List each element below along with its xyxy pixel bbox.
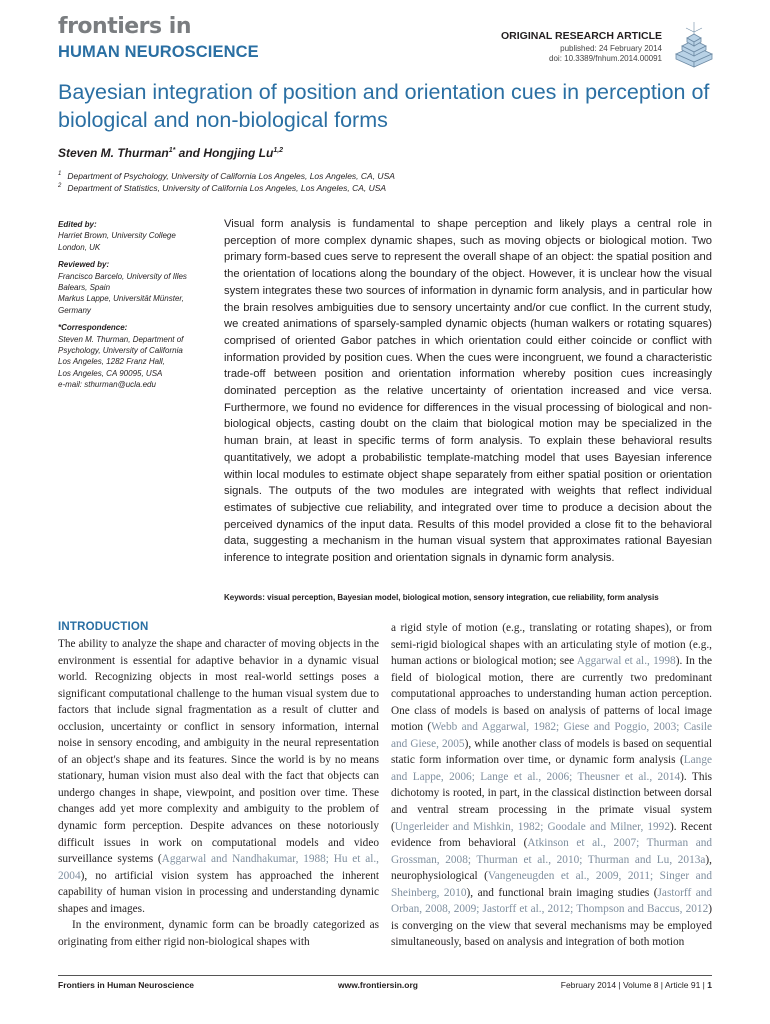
reviewed-by-label: Reviewed by: bbox=[58, 260, 110, 270]
citation-link[interactable]: Ungerleider and Mishkin, 1982; Goodale and Milner, 1992 bbox=[394, 820, 670, 833]
editor-line: London, UK bbox=[58, 242, 101, 252]
paragraph: In the environment, dynamic form can be broadly categorized as originating from either rigid non-biological shapes with bbox=[58, 919, 379, 948]
correspondence-label: *Correspondence: bbox=[58, 323, 128, 333]
paragraph-text: ), neurophysiological ( bbox=[391, 853, 712, 883]
paragraph-text: ). In the field of biological motion, there are currently two predominant computational approaches to understanding human action perception. One class of models is based on analysis of patterns of local image motion ( bbox=[391, 655, 712, 734]
affiliation-text: Department of Statistics, University of California Los Angeles, Los Angeles, CA, USA bbox=[67, 182, 387, 193]
journal-logo-frontiers: frontiers in bbox=[58, 14, 191, 39]
footer-url[interactable]: www.frontiersin.org bbox=[338, 980, 418, 990]
keywords-text: visual perception, Bayesian model, biological motion, sensory integration, cue reliability, form analysis bbox=[267, 593, 659, 602]
keywords bbox=[224, 593, 712, 603]
correspondence-line: Los Angeles, 1282 Franz Hall, bbox=[58, 357, 165, 367]
edited-by-label: Edited by: bbox=[58, 220, 97, 229]
author-name: Hongjing Lu bbox=[203, 146, 274, 160]
reviewer-line: Balears, Spain bbox=[58, 283, 111, 293]
footer-journal-name: Frontiers in Human Neuroscience bbox=[58, 980, 195, 990]
published-date: published: 24 February 2014 bbox=[560, 44, 662, 53]
journal-logo-title: HUMAN NEUROSCIENCE bbox=[58, 43, 259, 61]
editor-line: Harriet Brown, University College bbox=[58, 231, 176, 241]
paragraph-text: ). Recent evidence from behavioral ( bbox=[391, 820, 712, 850]
doi: doi: 10.3389/fnhum.2014.00091 bbox=[549, 54, 662, 63]
keywords-label: Keywords: bbox=[224, 593, 265, 602]
reviewer-line: Germany bbox=[58, 305, 91, 315]
citation-link[interactable]: Jastorff and Orban, 2008, 2009; Jastorff et al., 2012; Thompson and Baccus, 2012 bbox=[391, 886, 713, 916]
paragraph-text: ), no artificial vision system has approached the inherent capability of human vision in processing and understanding dynamic shapes and images. bbox=[58, 869, 379, 915]
correspondence-email[interactable]: e-mail: sthurman@ucla.edu bbox=[58, 380, 156, 390]
author-affil-marks: 1* bbox=[168, 147, 176, 154]
affiliation-text: Department of Psychology, University of California Los Angeles, Los Angeles, CA, USA bbox=[67, 170, 395, 181]
article-type: ORIGINAL RESEARCH ARTICLE bbox=[500, 30, 662, 42]
reviewer-line: Markus Lappe, Universität Münster, bbox=[58, 294, 184, 304]
body-column-left bbox=[58, 636, 379, 950]
correspondence-line: Steven M. Thurman, Department of bbox=[58, 334, 184, 344]
body-column-right bbox=[391, 620, 712, 951]
affiliation bbox=[58, 180, 386, 194]
citation-link[interactable]: Aggarwal and Nandhakumar, 1988; Hu et al., 2004 bbox=[58, 853, 380, 882]
frontiers-stack-icon bbox=[672, 20, 716, 68]
author-list bbox=[58, 146, 283, 160]
author-name: Steven M. Thurman bbox=[58, 146, 169, 160]
affiliation-number: 1 bbox=[58, 171, 62, 177]
paragraph-text: a rigid style of motion (e.g., translating or rotating shapes), or from semi-rigid biological shapes with an articulating style of motion (e.g., human actions or biological motion; see bbox=[391, 622, 712, 668]
citation-link[interactable]: Atkinson et al., 2007; Thurman and Grossman, 2008; Thurman et al., 2010; Thurman and Lu, 2013a bbox=[391, 837, 713, 866]
editorial-sidebar bbox=[58, 219, 208, 391]
footer-issue-text: February 2014 | Volume 8 | Article 91 | bbox=[560, 980, 705, 990]
correspondence-line: Psychology, University of California bbox=[58, 346, 183, 356]
affiliation-number: 2 bbox=[58, 183, 62, 189]
paragraph-text: ), while another class of models is based on sequential static form information over time, or dynamic form analysis ( bbox=[391, 737, 712, 767]
paragraph bbox=[391, 620, 712, 951]
article-title: Bayesian integration of position and orientation cues in perception of biological and non-biological forms bbox=[58, 80, 710, 132]
correspondence-line: Los Angeles, CA 90095, USA bbox=[58, 368, 163, 378]
footer-divider bbox=[58, 975, 712, 976]
author-affil-marks: 1,2 bbox=[273, 147, 284, 154]
author-joiner: and bbox=[175, 146, 204, 160]
page-number: 1 bbox=[707, 980, 712, 990]
section-heading-introduction: INTRODUCTION bbox=[58, 621, 149, 633]
citation-link[interactable]: Vangeneugden et al., 2009, 2011; Singer and Sheinberg, 2010 bbox=[391, 870, 712, 899]
paragraph-text: ) is converging on the view that several mechanisms may be employed simultaneously, based on analysis and integration of both motion bbox=[391, 903, 712, 949]
abstract: Visual form analysis is fundamental to shape perception and likely plays a central role in perception of more complex dynamic shapes, such as moving objects or biological motion. Two primary form-based cues serve to represent the overall shape of an object: the spatial position and the orientation of locations along the boundary of the object. However, it is unclear how the visual system integrates these two sources of information in dynamic form analysis, and in particular how the brain resolves ambiguities due to sensory uncertainty and/or cue conflict. In the current study, we created animations of sparsely-sampled dynamic objects (human walkers or rotating squares) comprised of oriented Gabor patches in which orientation could either coincide or conflict with information provided by position cues. When the cues were incongruent, we found a characteristic trade-off between position and orientation information whereby position cues increasingly dominated perception as the relative uncertainty of orientation increased and vice versa. Furthermore, we found no evidence for differences in the visual processing of biological and non-biological objects, casting doubt on the claim that biological motion may be specialized in the human brain, at least in specific terms of form analysis. To explain these behavioral results quantitatively, we adopt a probabilistic template-matching model that uses Bayesian inference within local modules to estimate object shape separately from either spatial position or orientation signals. The outputs of the two modules are integrated with weights that reflect individual estimates of subjective cue reliability, and integrated over time to produce a decision about the perceived dynamics of the input data. Results of this model provided a close fit to the behavioral data, suggesting a mechanism in the human visual system that approximates rational Bayesian inference to integrate position and orientation signals in dynamic form analysis. bbox=[224, 218, 712, 565]
reviewer-line: Francisco Barcelo, University of Illes bbox=[58, 271, 187, 281]
paragraph-text: The ability to analyze the shape and character of moving objects in the environment is essential for adaptive behavior in a dynamic visual world. Recognizing objects in most real-world settings poses a significant computational challenge to the human visual system due to factors that include signal fragmentation as a result of clutter and occlusion, uncertainty or conflict in sensory information, internal noise in sensory encoding, and ambiguity in the neural representation of an object's shape and its features. Since the world is by no means stationary, human vision must also deal with the fact that objects can undergo changes in shape, viewpoint, and position over time. These changes add yet more complexity and ambiguity to the problem of dynamic form perception. Despite advances on these notoriously difficult issues in work on computational models and video surveillance systems ( bbox=[58, 638, 379, 866]
citation-link[interactable]: Webb and Aggarwal, 1982; Giese and Poggio, 2003; Casile and Giese, 2005 bbox=[391, 721, 712, 750]
paragraph bbox=[58, 636, 379, 917]
paragraph-text: ). This dichotomy is rooted, in part, in the classical distinction between dorsal and ventral stream processing in the primate visual system ( bbox=[391, 770, 712, 833]
citation-link[interactable]: Aggarwal et al., 1998 bbox=[576, 655, 676, 668]
citation-link[interactable]: Lange and Lappe, 2006; Lange et al., 2006; Theusner et al., 2014 bbox=[391, 754, 712, 783]
paragraph-text: ), and functional brain imaging studies ( bbox=[466, 886, 658, 899]
footer-issue-info bbox=[561, 980, 712, 990]
